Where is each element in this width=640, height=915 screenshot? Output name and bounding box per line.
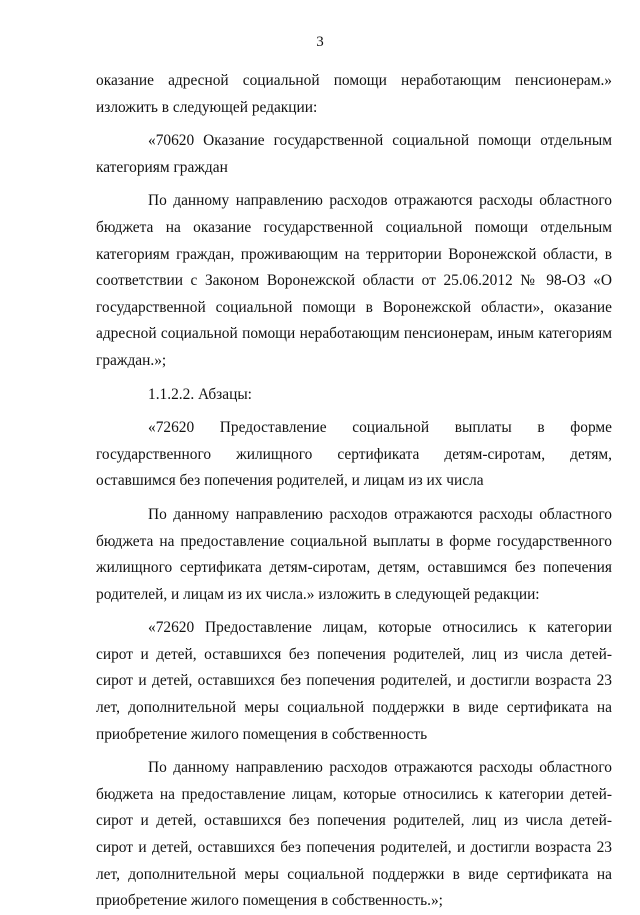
paragraph-gap	[96, 495, 612, 502]
text-line: бюджета на оказание государственной социальной помощи отдельным	[96, 218, 612, 236]
text-line: сирот и детей, оставшихся без попечения родителей, и достигли возраста 23	[96, 672, 612, 690]
text-line: «72620 Предоставление социальной выплаты в форме	[148, 419, 612, 437]
text-line: категориям граждан	[96, 158, 228, 176]
text-line: государственного жилищного сертификата детям-сиротам, детям,	[96, 445, 612, 463]
text-line: По данному направлению расходов отражаются расходы областного	[148, 505, 612, 523]
text-line: изложить в следующей редакции:	[96, 98, 318, 116]
page-number: 3	[316, 34, 324, 50]
text-line: адресной социальной помощи неработающим пенсионерам, иным категориям	[96, 325, 612, 343]
paragraph	[96, 188, 612, 374]
paragraph-gap	[96, 121, 612, 128]
text-line: граждан.»;	[96, 351, 167, 369]
paragraph-gap	[96, 408, 612, 415]
text-line: приобретение жилого помещения в собственность.»;	[96, 892, 443, 910]
text-line: сирот и детей, оставшихся без попечения родителей, лиц из числа детей-	[96, 812, 612, 830]
text-line: лет, дополнительной меры социальной поддержки в виде сертификата на	[96, 865, 612, 883]
text-line: категориям граждан, проживающим на территории Воронежской области, в	[96, 245, 612, 263]
paragraph	[96, 502, 612, 608]
text-line: оставшимся без попечения родителей, и лицам из их числа	[96, 472, 484, 490]
text-line: бюджета на предоставление социальной выплаты в форме государственного	[96, 532, 612, 550]
text-line: соответствии с Законом Воронежской области от 25.06.2012 № 98-ОЗ «О	[96, 272, 612, 290]
paragraph	[96, 128, 612, 181]
paragraph	[96, 615, 612, 748]
text-line: оказание адресной социальной помощи неработающим пенсионерам.»	[96, 72, 612, 89]
paragraph-gap	[96, 608, 612, 615]
text-line: лет, дополнительной меры социальной поддержки в виде сертификата на	[96, 699, 612, 717]
paragraph	[96, 382, 612, 409]
text-line: По данному направлению расходов отражаются расходы областного	[148, 192, 612, 210]
text-line: По данному направлению расходов отражаются расходы областного	[148, 759, 612, 777]
text-line: бюджета на предоставление лицам, которые относились к категории детей-	[96, 785, 612, 803]
paragraph	[96, 415, 612, 495]
paragraph	[96, 68, 612, 121]
paragraph	[96, 755, 612, 915]
document-body	[96, 68, 612, 915]
text-line: жилищного сертификата детям-сиротам, детям, оставшимся без попечения	[96, 559, 612, 577]
paragraph-gap	[96, 181, 612, 188]
text-line: приобретение жилого помещения в собственность	[96, 725, 428, 743]
text-line: сирот и детей, оставшихся без попечения родителей, и достигли возраста 23	[96, 839, 612, 857]
text-line: родителей, и лицам из их числа.» изложить в следующей редакции:	[96, 585, 540, 603]
paragraph-gap	[96, 375, 612, 382]
text-line: государственной социальной помощи в Воронежской области», оказание	[96, 298, 612, 316]
text-line: сирот и детей, оставшихся без попечения родителей, лиц из числа детей-	[96, 645, 612, 663]
paragraph-gap	[96, 748, 612, 755]
text-line: «72620 Предоставление лицам, которые относились к категории	[148, 619, 612, 637]
text-line: 1.1.2.2. Абзацы:	[148, 385, 252, 403]
text-line: «70620 Оказание государственной социальной помощи отдельным	[148, 132, 612, 150]
